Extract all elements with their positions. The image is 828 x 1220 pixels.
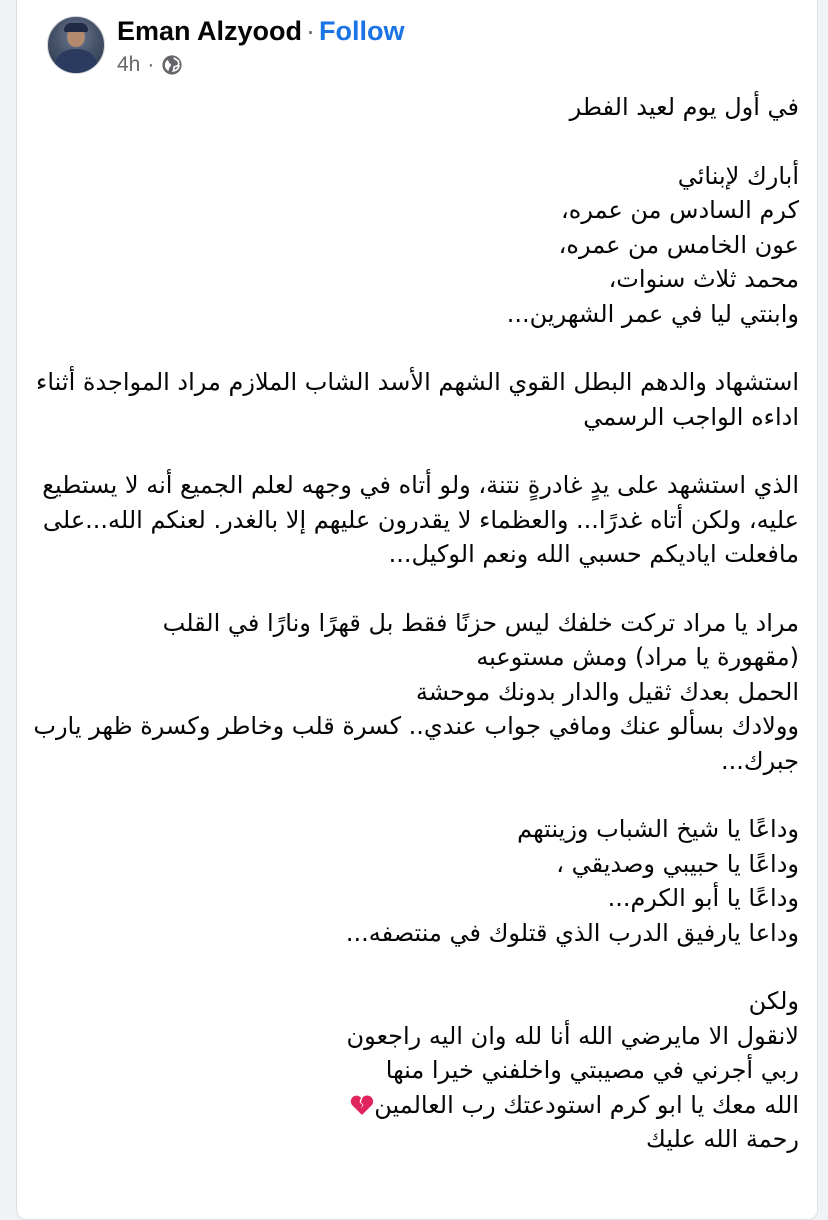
text-line: رحمة الله عليك — [646, 1125, 799, 1153]
avatar-cap-shape — [64, 23, 88, 32]
paragraph — [27, 606, 799, 779]
text-line: وولادك بسألو عنك ومافي جواب عندي.. كسرة قلب وخاطر وكسرة ظهر يارب جبرك... — [33, 712, 799, 775]
follow-button[interactable]: Follow — [319, 16, 405, 46]
paragraph — [27, 812, 799, 950]
meta-separator: · — [147, 53, 155, 76]
text-line: محمد ثلاث سنوات، — [608, 265, 799, 293]
text-line: لانقول الا مايرضي الله أنا لله وان اليه راجعون — [346, 1021, 799, 1050]
text-fragment: الله معك يا ابو كرم استودعتك رب العالمين — [374, 1090, 799, 1119]
author-name[interactable]: Eman Alzyood — [117, 16, 303, 46]
globe-icon[interactable] — [161, 54, 183, 76]
text-line-with-heart — [27, 1088, 799, 1123]
paragraph — [27, 468, 799, 572]
paragraph — [27, 365, 799, 434]
post-meta — [117, 52, 183, 78]
text-line: في أول يوم لعيد الفطر — [569, 93, 799, 121]
post-text — [27, 90, 799, 1157]
avatar[interactable] — [47, 16, 105, 74]
broken-heart-icon — [350, 1094, 374, 1116]
post-card — [16, 0, 818, 1220]
paragraph — [27, 159, 799, 332]
avatar-body-shape — [54, 49, 98, 74]
text-line: وداعًا يا حبيبي وصديقي ، — [556, 849, 799, 878]
text-line: وابنتي ليا في عمر الشهرين... — [506, 299, 799, 328]
text-line: عون الخامس من عمره، — [558, 230, 799, 259]
post-time[interactable]: 4h — [117, 53, 141, 76]
text-line: وداعًا يا أبو الكرم... — [607, 884, 799, 912]
text-line: كرم السادس من عمره، — [561, 196, 799, 224]
author-row — [117, 14, 405, 48]
text-line: الحمل بعدك ثقيل والدار بدونك موحشة — [415, 677, 799, 706]
text-line: ولكن — [748, 987, 799, 1015]
text-line: ربي أجرني في مصيبتي واخلفني خيرا منها — [385, 1056, 799, 1084]
text-line: وداعا يارفيق الدرب الذي قتلوك في منتصفه... — [345, 918, 799, 947]
text-line: الذي استشهد على يدٍ غادرةٍ نتنة، ولو أتاه في وجهه لعلم الجميع أنه لا يستطيع عليه، ولكن أتاه غدرًا... والعظماء لا يقدرون عليهم إلا بالغدر. لعنكم الله...على مافعلت اياديكم حسبي الله ونعم الوكيل... — [42, 471, 799, 568]
text-line: مراد يا مراد تركت خلفك ليس حزنًا فقط بل قهرًا ونارًا في القلب — [162, 608, 799, 637]
text-line: أبارك لإبنائي — [677, 161, 799, 190]
paragraph — [27, 984, 799, 1157]
post-header — [47, 10, 747, 80]
text-line: استشهاد والدهم البطل القوي الشهم الأسد الشاب الملازم مراد المواجدة أثناء اداءه الواجب الرسمي — [36, 368, 799, 431]
name-separator: · — [306, 16, 316, 46]
text-line: وداعًا يا شيخ الشباب وزينتهم — [517, 815, 799, 843]
text-line: (مقهورة يا مراد) ومش مستوعبه — [476, 643, 799, 671]
paragraph — [27, 90, 799, 125]
